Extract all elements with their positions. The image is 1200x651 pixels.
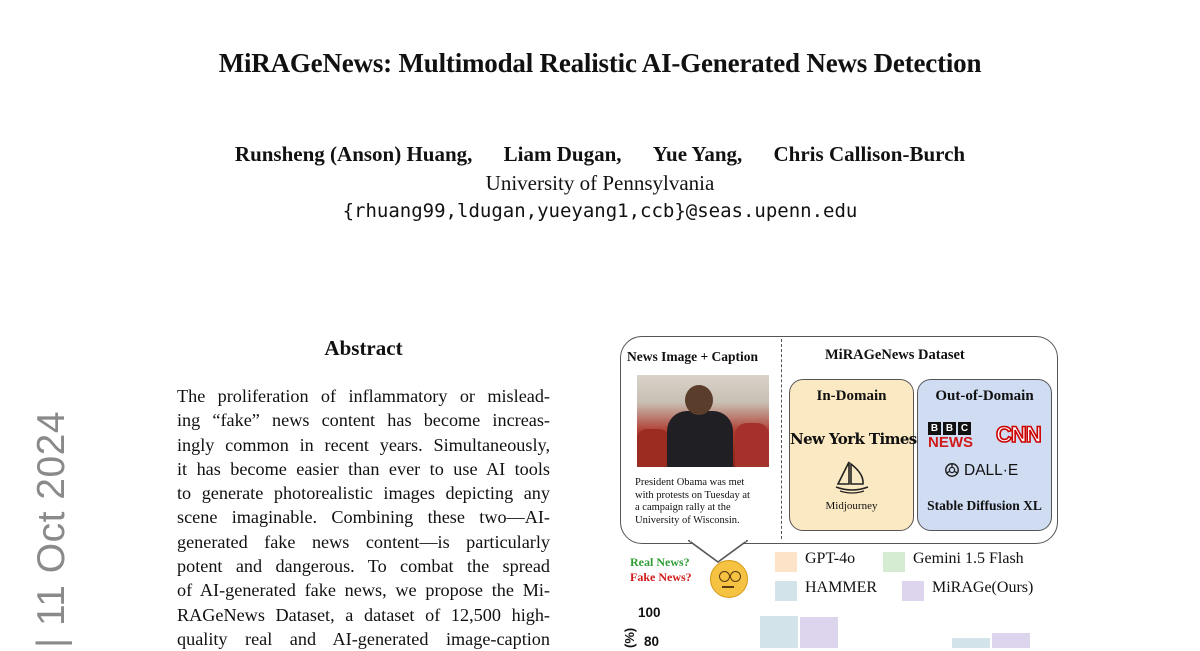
- abstract-line: ingly common in recent years. Simultaneously,: [177, 434, 550, 455]
- legend-label: MiRAGe(Ours): [932, 579, 1034, 596]
- abstract-line: quality real and AI-generated image-caption: [177, 628, 550, 649]
- legend-swatch: [775, 581, 797, 601]
- dalle-label: DALL·E: [964, 462, 1019, 479]
- in-domain-box: [789, 379, 917, 531]
- figure-1: [600, 330, 1070, 648]
- caption-line: President Obama was met: [635, 477, 745, 488]
- legend-swatch: [775, 552, 797, 572]
- abstract-line: The proliferation of inflammatory or mislead-: [177, 386, 550, 406]
- abstract-line: potent and dangerous. To combat the spread: [177, 556, 550, 577]
- out-of-domain-box: [917, 379, 1052, 531]
- cnn-logo: CNN: [996, 422, 1041, 447]
- y-axis-label: (%): [622, 627, 637, 648]
- dataset-overview-box: [620, 336, 1058, 544]
- emoji-lens: [730, 571, 741, 582]
- abstract-line: of AI-generated fake news, we propose the Mi-: [177, 580, 550, 601]
- affiliation: University of Pennsylvania: [485, 171, 715, 195]
- photo-crowd: [735, 423, 769, 467]
- bbc-news-logo: [928, 422, 973, 451]
- dataset-header: MiRAGeNews Dataset: [825, 347, 965, 363]
- abstract-heading: Abstract: [324, 336, 403, 360]
- real-news-label: Real News?: [630, 555, 690, 569]
- legend-label: GPT-4o: [805, 550, 856, 567]
- out-of-domain-title: Out-of-Domain: [935, 388, 1034, 404]
- photo-speaker-body: [667, 411, 733, 467]
- dashed-divider: [781, 339, 782, 539]
- photo-speaker-head: [685, 385, 713, 415]
- legend-label: Gemini 1.5 Flash: [913, 550, 1024, 567]
- author-emails: {rhuang99,ldugan,yueyang1,ccb}@seas.upenn.edu: [342, 200, 858, 222]
- abstract-line: it has become easier than ever to use AI tools: [177, 458, 550, 479]
- midjourney-sailboat-icon: [834, 460, 870, 494]
- legend-label: HAMMER: [805, 579, 878, 596]
- bbc-block: C: [958, 422, 971, 435]
- real-fake-question: [630, 555, 692, 585]
- abstract-line: RAGeNews Dataset, a dataset of 12,500 high-: [177, 604, 550, 625]
- in-domain-title: In-Domain: [816, 388, 887, 404]
- y-tick-label: 100: [638, 605, 661, 620]
- news-photo: [637, 375, 769, 467]
- thinking-face-icon: [710, 560, 748, 598]
- author-name: Yue Yang,: [652, 142, 743, 166]
- news-caption: [635, 477, 775, 527]
- bbc-block: B: [928, 422, 941, 435]
- photo-crowd: [637, 429, 669, 467]
- speech-bubble-tail: [688, 540, 748, 564]
- bar-mirage-ours--group-1: [800, 617, 838, 648]
- caption-line: University of Wisconsin.: [635, 514, 740, 526]
- caption-line: with protests on Tuesday at: [635, 489, 750, 501]
- arxiv-date: 11 Oct 2024: [30, 410, 73, 627]
- abstract-line: scene imaginable. Combining these two—AI-: [177, 507, 550, 528]
- fake-news-label: Fake News?: [630, 570, 692, 584]
- openai-logo-icon: [944, 462, 960, 478]
- arxiv-side-stamp: | 11 Oct 2024: [30, 410, 73, 648]
- author-list: [0, 142, 1200, 167]
- dalle-logo: [944, 462, 1018, 480]
- legend-swatch: [883, 552, 905, 572]
- author-name: Runsheng (Anson) Huang,: [234, 142, 473, 166]
- bbc-news-text: NEWS: [928, 434, 973, 451]
- author-name: Liam Dugan,: [503, 142, 622, 166]
- abstract-body: [177, 384, 550, 651]
- nyt-logo: New York Times: [790, 430, 917, 448]
- bar-mirage-ours--group-2: [992, 633, 1030, 648]
- bbc-block: B: [943, 422, 956, 435]
- news-image-caption-header: News Image + Caption: [627, 349, 759, 364]
- sdxl-label: Stable Diffusion XL: [927, 498, 1042, 513]
- legend-swatch: [902, 581, 924, 601]
- midjourney-label: Midjourney: [825, 500, 878, 512]
- author-name: Chris Callison-Burch: [773, 142, 966, 166]
- abstract-line: ing “fake” news content has become increas-: [177, 410, 550, 431]
- y-tick-label: 80: [644, 634, 660, 649]
- emoji-mouth: [722, 586, 734, 588]
- caption-line: a campaign rally at the: [635, 502, 731, 513]
- bar-hammer-group-2: [952, 638, 990, 648]
- emoji-lens: [719, 571, 730, 582]
- abstract-line: to generate photorealistic images depicting any: [177, 483, 550, 504]
- abstract-line: generated fake news content—is particularly: [177, 531, 550, 552]
- bar-hammer-group-1: [760, 616, 798, 648]
- paper-title: MiRAGeNews: Multimodal Realistic AI-Generated News Detection: [218, 48, 982, 78]
